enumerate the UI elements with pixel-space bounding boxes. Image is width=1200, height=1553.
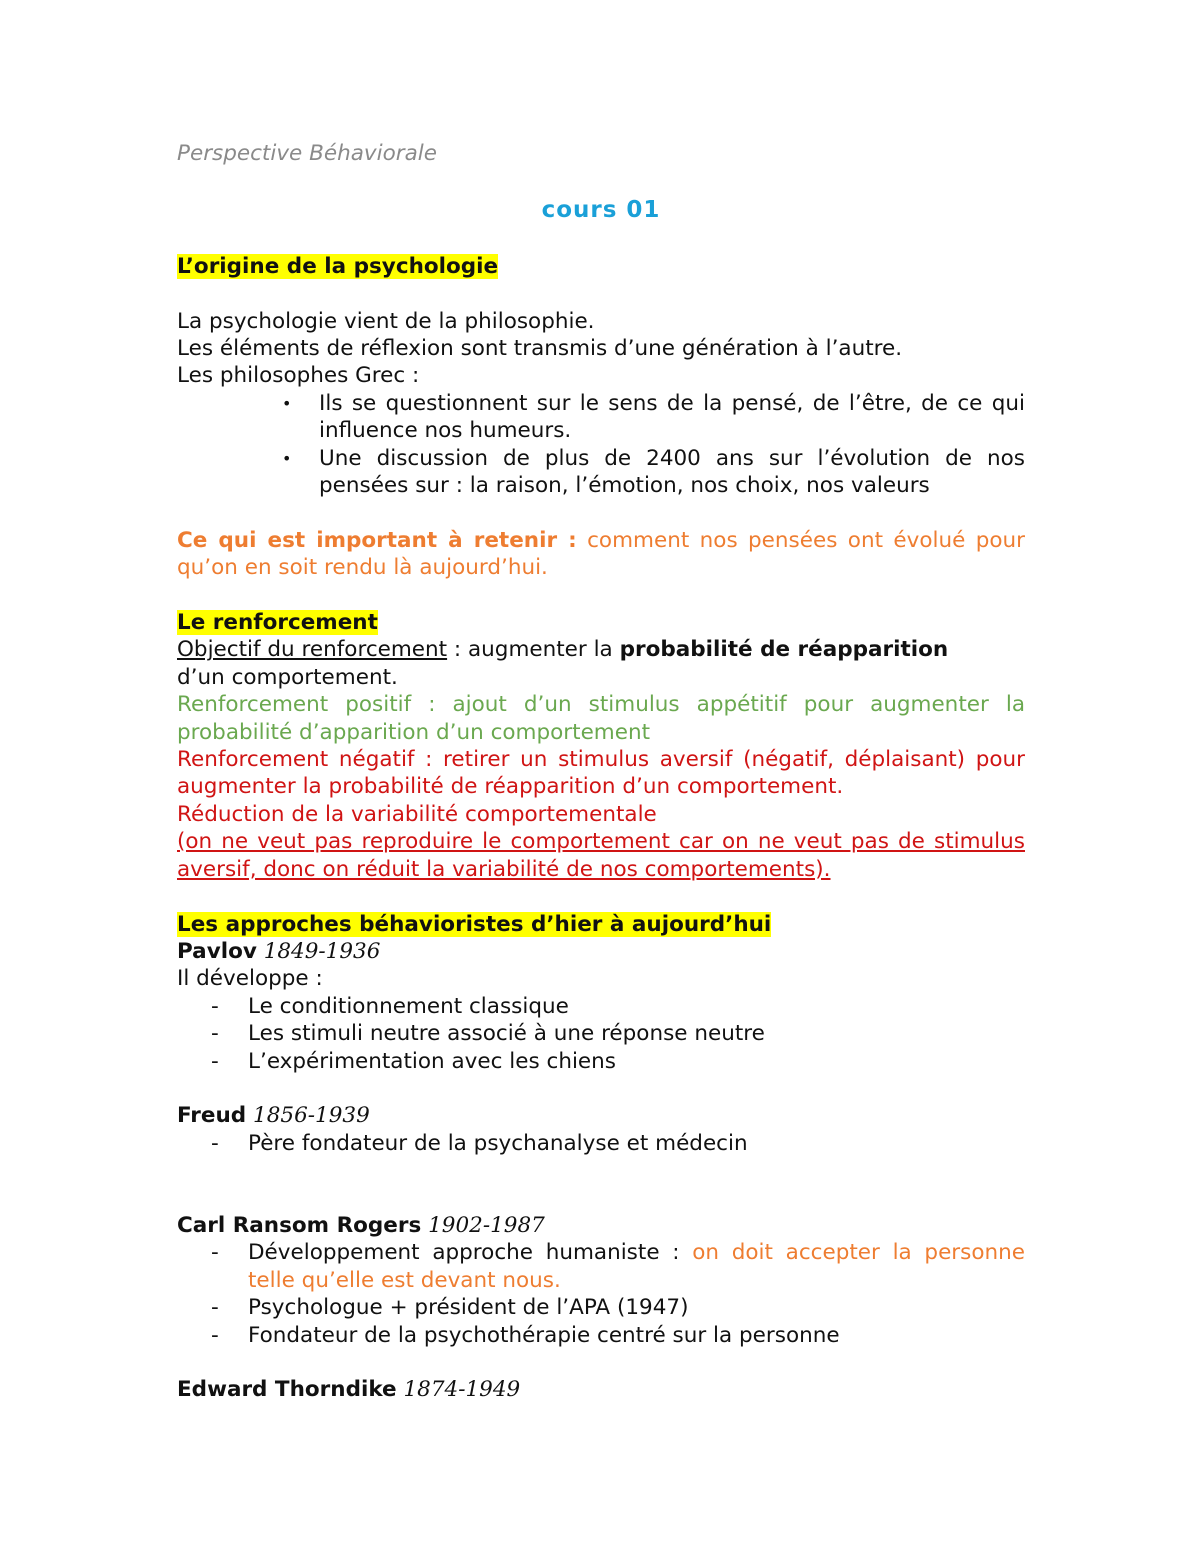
reduction-note: (on ne veut pas reproduire le comportement car on ne veut pas de stimulus aversif, donc on réduit la variabilité de nos comportements).: [177, 829, 1025, 882]
dash-icon: -: [211, 1322, 219, 1348]
person-heading-thorndike: Edward Thorndike 1874-1949: [177, 1377, 521, 1403]
objective-paragraph: Objectif du renforcement : augmenter la probabilité de réapparition d’un comportement.: [177, 637, 949, 690]
freud-list: [211, 1130, 1025, 1157]
dash-icon: -: [211, 1048, 219, 1074]
paragraph: La psychologie vient de la philosophie.: [177, 308, 595, 334]
dash-icon: -: [211, 993, 219, 1019]
person-heading-freud: Freud 1856-1939: [177, 1103, 370, 1129]
list-item: - Père fondateur de la psychanalyse et médecin: [211, 1130, 748, 1156]
list-item: - Le conditionnement classique: [211, 993, 569, 1019]
objective-label: Objectif du renforcement: [177, 637, 448, 663]
section-heading-reinforcement: Le renforcement: [177, 610, 378, 636]
dash-icon: -: [211, 1021, 219, 1047]
positive-reinforcement: Renforcement positif : ajout d’un stimulus appétitif pour augmenter la probabilité d’apparition d’un comportement: [177, 692, 1025, 745]
bullet-icon: •: [282, 393, 292, 413]
dash-icon: -: [211, 1240, 219, 1266]
list-item: • Ils se questionnent sur le sens de la pensé, de l’être, de ce qui influence nos humeurs.: [282, 390, 1025, 444]
rogers-list: [211, 1239, 1025, 1349]
list-item: • Une discussion de plus de 2400 ans sur l’évolution de nos pensées sur : la raison, l’émotion, nos choix, nos valeurs: [282, 445, 1025, 499]
important-label: Ce qui est important à retenir :: [177, 527, 577, 553]
dash-icon: -: [211, 1295, 219, 1321]
list-item: - Les stimuli neutre associé à une réponse neutre: [211, 1021, 765, 1047]
pavlov-list: [211, 993, 1025, 1075]
section-heading-origin: L’origine de la psychologie: [177, 253, 499, 279]
section-heading-approaches: Les approches béhavioristes d’hier à aujourd’hui: [177, 911, 772, 937]
bullet-icon: •: [282, 448, 292, 468]
paragraph: Les philosophes Grec :: [177, 363, 420, 389]
list-item: - L’expérimentation avec les chiens: [211, 1048, 616, 1074]
paragraph: Les éléments de réflexion sont transmis d’une génération à l’autre.: [177, 336, 903, 362]
dash-icon: -: [211, 1130, 219, 1156]
important-text: comment nos pensées ont évolué pour qu’on en soit rendu là aujourd’hui.: [177, 527, 1025, 581]
document-header: Perspective Béhaviorale: [177, 141, 437, 166]
list-item: - Développement approche humaniste : on doit accepter la personne telle qu’elle est devant nous.: [211, 1240, 1025, 1293]
negative-reinforcement: Renforcement négatif : retirer un stimulus aversif (négatif, déplaisant) pour augmenter la probabilité de réapparition d’un comportement. Réduction de la variabilité comportementale: [177, 747, 1025, 827]
document-body: [177, 140, 1025, 1404]
paragraph: Il développe :: [177, 966, 323, 992]
list-item: - Psychologue + président de l’APA (1947): [211, 1295, 689, 1321]
list-item: - Fondateur de la psychothérapie centré sur la personne: [211, 1322, 840, 1348]
person-heading-rogers: Carl Ransom Rogers 1902-1987: [177, 1212, 545, 1238]
important-note: [177, 527, 1025, 582]
person-heading-pavlov: Pavlov 1849-1936: [177, 938, 381, 964]
course-title: cours 01: [541, 197, 661, 224]
bullet-list: [282, 390, 1025, 500]
